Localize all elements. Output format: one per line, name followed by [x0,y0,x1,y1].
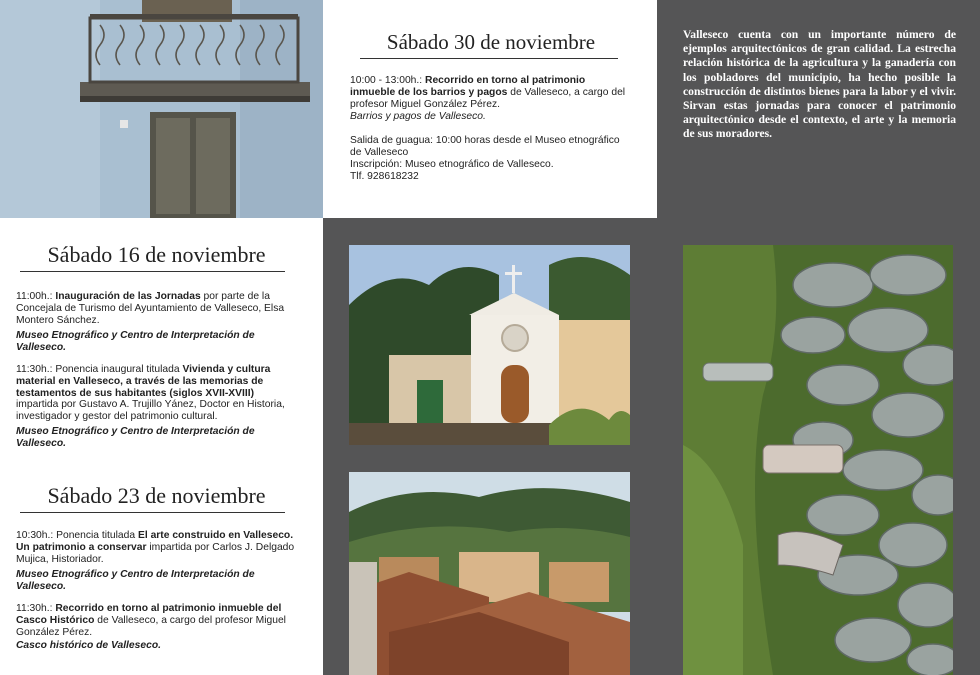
day16-event-1-detail: por parte de la Concejala de Turismo del Ayuntamiento de Valleseco, Elsa Montero Sánchez. [16,291,285,326]
day30-panel [336,0,646,218]
stone-wall-photo [683,245,953,675]
day23-event-1 [16,530,298,565]
day16-title: Sábado 16 de noviembre [47,242,266,267]
day16-event-1-place: Museo Etnográfico y Centro de Interpretación de Valleseco. [16,330,255,354]
day30-event-detail: de Valleseco, a cargo del profesor Miguel González Pérez. [350,86,626,110]
photos-panel [323,218,657,675]
day16-event-2-pre: Ponencia inaugural titulada [55,363,180,375]
day30-event-title: Recorrido en torno al patrimonio inmueble de los barrios y pagos [350,75,586,98]
day16-event-2-place: Museo Etnográfico y Centro de Interpretación de Valleseco. [16,425,255,449]
day30-event-place: Barrios y pagos de Valleseco. [350,111,486,123]
day23-event-2-detail: de Valleseco, a cargo del profesor Miguel González Pérez. [16,614,286,638]
day23-event-2 [16,603,298,638]
rooftops-photo [349,472,630,675]
chapel-photo [349,245,630,445]
day23-event-1-place: Museo Etnográfico y Centro de Interpretación de Valleseco. [16,569,255,593]
day16-event-1-title: Inauguración de las Jornadas [55,291,201,302]
day30-title: Sábado 30 de noviembre [386,30,596,54]
day30-title-rule [360,58,618,59]
day23-title-rule [20,512,285,513]
day30-event [350,75,632,110]
day16-event-1-time: 11:00h.: [16,291,53,302]
day16-event-1 [16,291,298,326]
day23-event-1-detail: impartida por Carlos J. Delgado Mujica, Historiador. [16,541,295,565]
day16-event-2-title: Vivienda y cultura material en Valleseco, a través de las memorias de testamentos de sus habitantes (siglos XVII-XVIII) [16,363,271,399]
day23-event-1-time: 10:30h.: [16,530,54,541]
day23-event-2-title: Recorrido en torno al patrimonio inmueble del Casco Histórico [16,602,282,626]
program-panel [0,218,323,675]
balcony-illustration [0,0,323,218]
day16-event-2-detail: impartida por Gustavo A. Trujillo Yánez, Doctor en Historia, investigador y gestor del patrimonio cultural. [16,399,285,423]
day23-event-1-pre: Ponencia titulada [56,530,136,541]
day16-event-2-time: 11:30h.: [16,363,53,375]
day23-event-2-time: 11:30h.: [16,602,53,614]
intro-text: Valleseco cuenta con un importante número de ejemplos arquitectónicos de gran calidad. La estrecha relación histórica de la agricultura y la ganadería con los pobladores del municipio, ha hecho posible la construcción de distintos bienes para la labor y el vivir. Sirvan estas jornadas para conocer el patrimonio arquitectónico desde el contexto, el arte y la memoria de sus moradores. [683,28,956,141]
day16-event-2 [16,364,298,423]
intro-panel [657,0,980,218]
day23-title: Sábado 23 de noviembre [47,483,266,508]
wall-photo-panel [657,218,980,675]
day30-phone: Tlf. 928618232 [350,170,419,182]
day23-event-1-title: El arte construido en Valleseco. Un patrimonio a conservar [16,530,294,553]
day30-event-time: 10:00 - 13:00h.: [350,75,423,86]
day16-title-rule [20,271,285,272]
day30-inscription: Inscripción: Museo etnográfico de Valleseco. [350,158,554,170]
day30-bus-info: Salida de guagua: 10:00 horas desde el Museo etnográfico de Valleseco [350,135,620,158]
day23-event-2-place: Casco histórico de Valleseco. [16,640,161,652]
balcony-photo [0,0,323,218]
